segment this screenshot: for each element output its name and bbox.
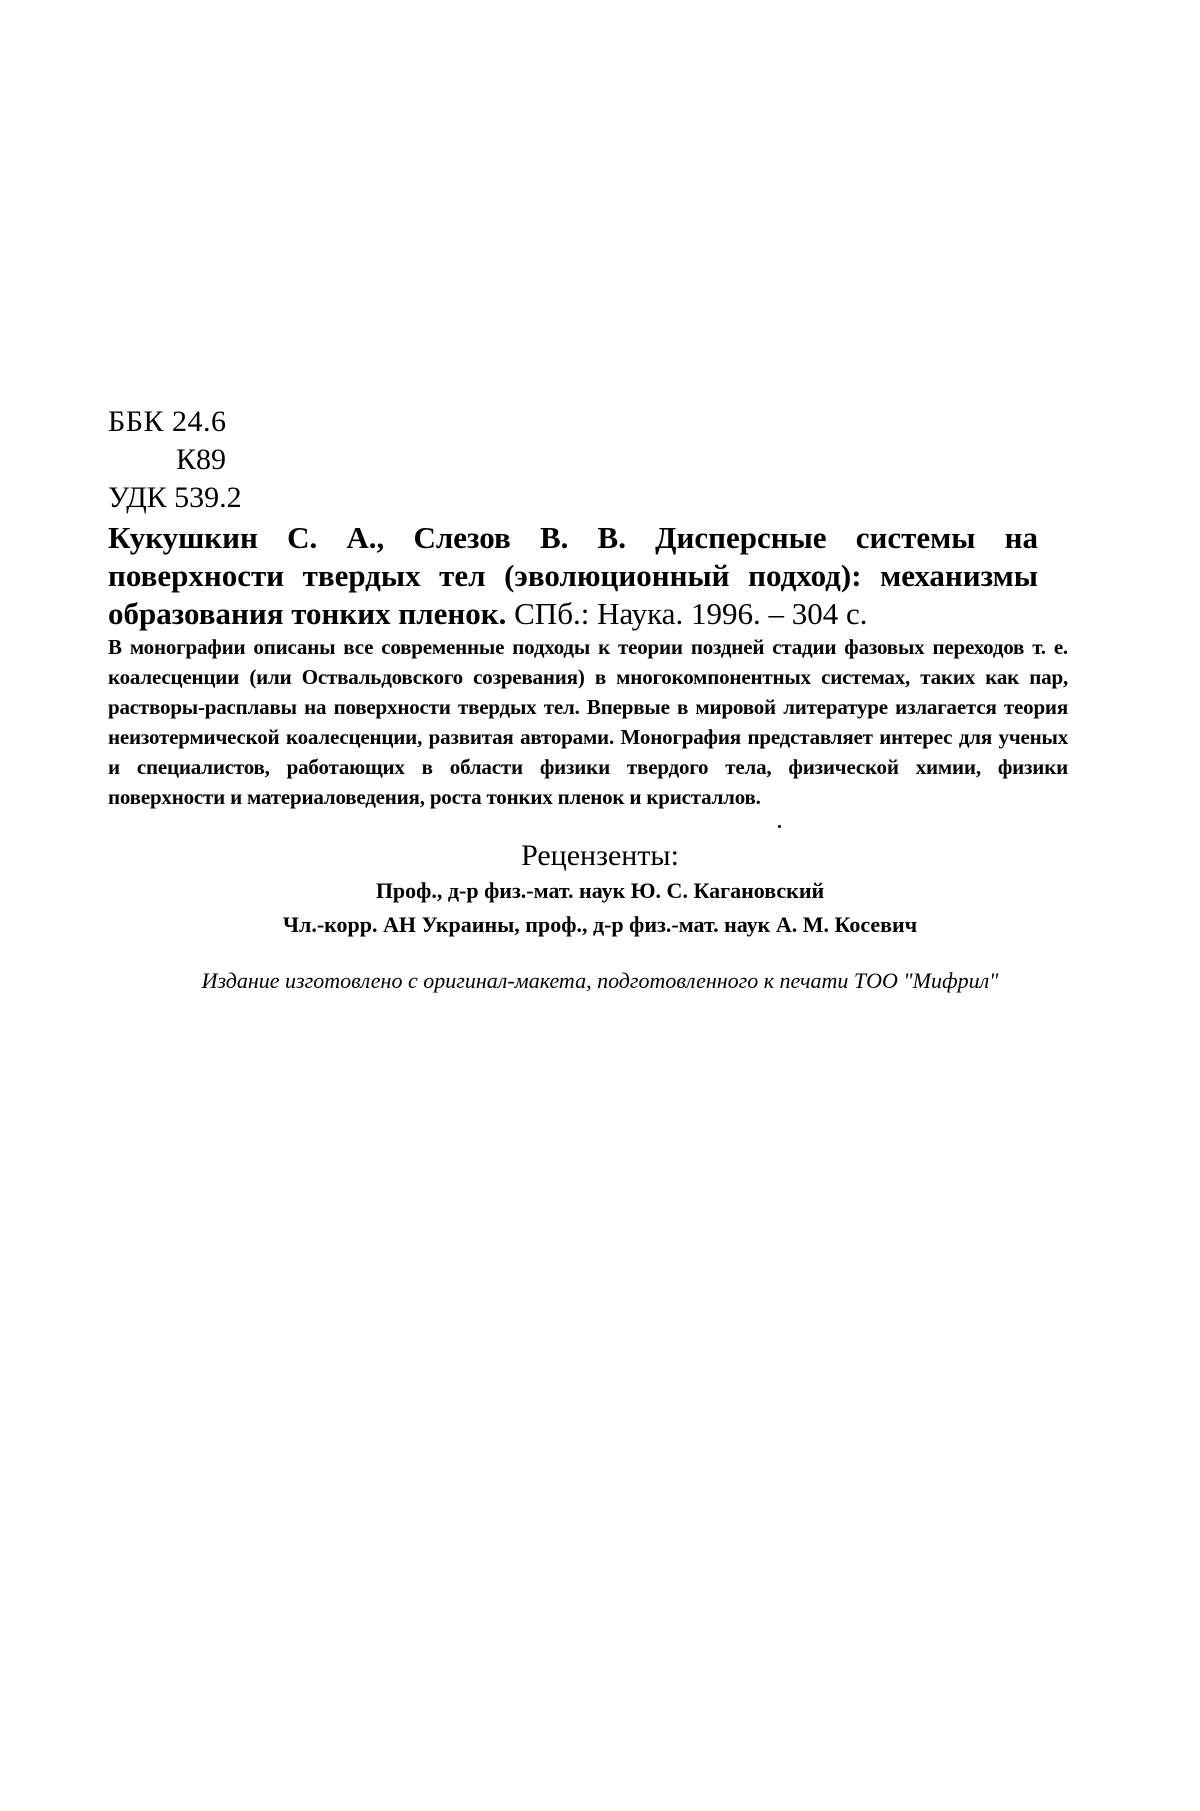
edition-note: Издание изготовлено с оригинал-макета, подготовленного к печати ТОО "Мифрил" [201, 968, 999, 993]
udk-code: УДК 539.2 [108, 481, 242, 514]
reviewer-2: Чл.-корр. АН Украины, проф., д-р физ.-мат. наук А. М. Косевич [282, 912, 918, 937]
print-speck [778, 825, 781, 828]
author-mark: К89 [176, 443, 227, 476]
authors-and-title: Кукушкин С. А., Слезов В. В. Дисперсные системы на поверхности твердых тел (эволюционный подход): механизмы образования тонких пленок. [108, 520, 1038, 631]
bibliographic-record [108, 519, 1038, 633]
reviewers-heading: Рецензенты: [521, 839, 679, 872]
reviewer-1: Проф., д-р физ.-мат. наук Ю. С. Кагановский [375, 878, 825, 903]
annotation-paragraph: В монографии описаны все современные подходы к теории поздней стадии фазовых переходов т. е. коалесценции (или Оствальдовского созревания) в многокомпонентных системах, таких как пар, растворы-расплавы на поверхности твердых тел. Впервые в мировой литературе излагается теория неизотермической коалесценции, развитая авторами. Монография представляет интерес для ученых и специалистов, работающих в области физики твердого тела, физической химии, физики поверхности и материаловедения, роста тонких пленок и кристаллов. [108, 635, 1068, 809]
bbk-code: ББК 24.6 [108, 405, 227, 438]
imprint: СПб.: Наука. 1996. – 304 с. [514, 596, 868, 631]
